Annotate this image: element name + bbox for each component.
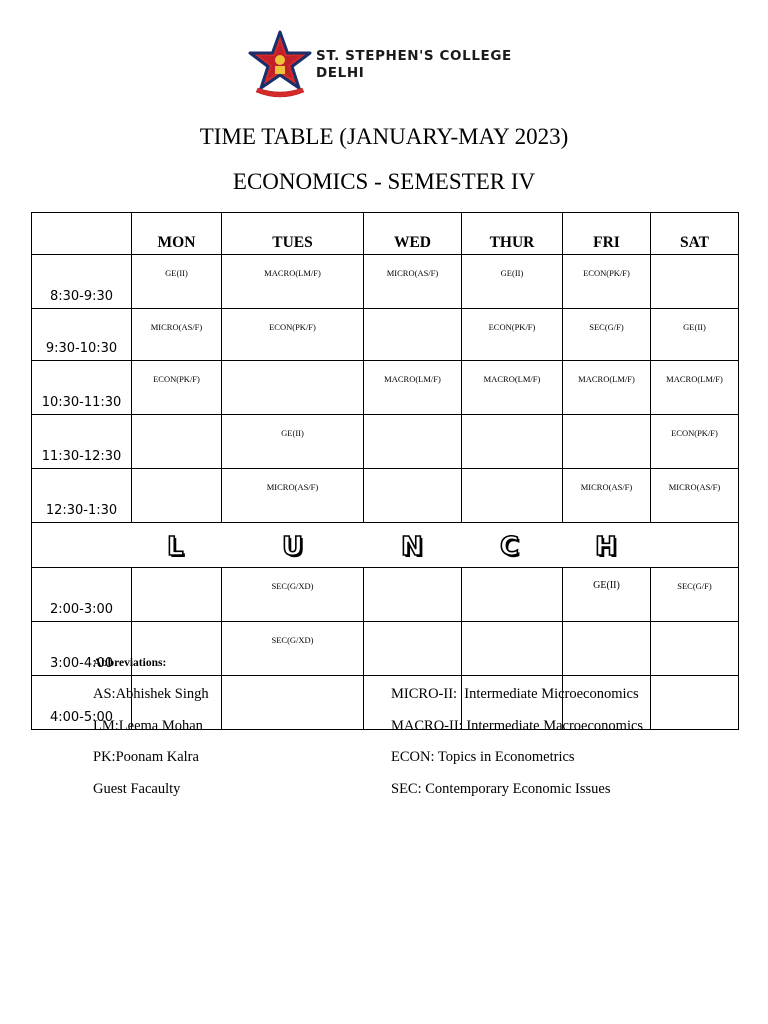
class-cell: GE(II)	[462, 255, 563, 309]
table-row	[32, 255, 739, 309]
class-cell: MICRO(AS/F)	[563, 469, 651, 523]
day-header: THUR	[462, 213, 563, 255]
abbreviation-item: MACRO-II: Intermediate Macroeconomics	[391, 718, 644, 734]
class-cell	[462, 469, 563, 523]
class-cell	[364, 469, 462, 523]
class-cell	[222, 361, 364, 415]
class-cell: GE(II)	[651, 309, 739, 361]
class-cell	[651, 255, 739, 309]
abbreviation-item: LM:Leema Mohan	[93, 718, 203, 734]
class-cell: SEC(G/F)	[563, 309, 651, 361]
class-cell: SEC(G/XD)	[222, 622, 364, 676]
class-cell: MACRO(LM/F)	[651, 361, 739, 415]
class-cell	[364, 568, 462, 622]
class-cell: GE(II)	[132, 255, 222, 309]
college-name-line2: DELHI	[316, 65, 365, 81]
class-cell	[462, 622, 563, 676]
time-slot: 12:30-1:30	[32, 469, 132, 523]
class-cell: GE(II)	[563, 568, 651, 622]
day-header: FRI	[563, 213, 651, 255]
lunch-cell	[32, 523, 739, 568]
college-name-line1: ST. STEPHEN'S COLLEGE	[316, 48, 512, 64]
class-cell: SEC(G/XD)	[222, 568, 364, 622]
class-cell: MACRO(LM/F)	[222, 255, 364, 309]
abbreviations-heading: Abbreviations:	[93, 657, 167, 669]
class-cell: ECON(PK/F)	[563, 255, 651, 309]
star-crest-icon	[248, 30, 312, 100]
class-cell: MICRO(AS/F)	[222, 469, 364, 523]
abbreviation-item: AS:Abhishek Singh	[93, 686, 209, 702]
class-cell	[563, 622, 651, 676]
table-row	[32, 568, 739, 622]
timetable	[31, 212, 739, 730]
day-header: MON	[132, 213, 222, 255]
class-cell: MICRO(AS/F)	[132, 309, 222, 361]
class-cell	[364, 415, 462, 469]
college-logo	[248, 30, 538, 100]
time-slot: 9:30-10:30	[32, 309, 132, 361]
lunch-letter: N	[401, 532, 423, 562]
corner-cell	[32, 213, 132, 255]
day-header: WED	[364, 213, 462, 255]
time-slot: 2:00-3:00	[32, 568, 132, 622]
page-subtitle: ECONOMICS - SEMESTER IV	[232, 169, 536, 194]
abbreviation-item: SEC: Contemporary Economic Issues	[391, 781, 611, 797]
table-row	[32, 309, 739, 361]
class-cell	[651, 622, 739, 676]
time-slot: 8:30-9:30	[32, 255, 132, 309]
class-cell: ECON(PK/F)	[462, 309, 563, 361]
class-cell	[364, 622, 462, 676]
abbreviation-item: PK:Poonam Kalra	[93, 749, 199, 765]
abbreviation-item: Guest Facaulty	[93, 781, 181, 797]
time-slot: 4:00-5:00	[32, 676, 132, 730]
class-cell	[563, 415, 651, 469]
class-cell	[462, 415, 563, 469]
class-cell: ECON(PK/F)	[132, 361, 222, 415]
class-cell: MICRO(AS/F)	[651, 469, 739, 523]
abbreviation-item: ECON: Topics in Econometrics	[391, 749, 575, 765]
lunch-row	[32, 523, 739, 568]
class-cell	[132, 415, 222, 469]
class-cell: GE(II)	[222, 415, 364, 469]
lunch-letter: C	[500, 532, 520, 562]
time-slot: 11:30-12:30	[32, 415, 132, 469]
class-cell	[364, 309, 462, 361]
day-header: SAT	[651, 213, 739, 255]
class-cell	[651, 676, 739, 730]
time-slot: 3:00-4:00	[32, 622, 132, 676]
class-cell: MICRO(AS/F)	[364, 255, 462, 309]
table-row	[32, 361, 739, 415]
class-cell: ECON(PK/F)	[651, 415, 739, 469]
lunch-letter: L	[167, 532, 184, 562]
class-cell: SEC(G/F)	[651, 568, 739, 622]
class-cell	[462, 568, 563, 622]
lunch-letter: U	[282, 532, 304, 562]
class-cell: ECON(PK/F)	[222, 309, 364, 361]
class-cell	[222, 676, 364, 730]
page-title: TIME TABLE (JANUARY-MAY 2023)	[199, 124, 569, 149]
class-cell	[132, 469, 222, 523]
class-cell	[132, 568, 222, 622]
day-header: TUES	[222, 213, 364, 255]
lunch-letter: H	[595, 532, 617, 562]
class-cell: MACRO(LM/F)	[462, 361, 563, 415]
table-row	[32, 469, 739, 523]
class-cell: MACRO(LM/F)	[563, 361, 651, 415]
class-cell: MACRO(LM/F)	[364, 361, 462, 415]
abbreviation-item: MICRO-II: Intermediate Microeconomics	[391, 686, 639, 702]
table-row	[32, 415, 739, 469]
time-slot: 10:30-11:30	[32, 361, 132, 415]
